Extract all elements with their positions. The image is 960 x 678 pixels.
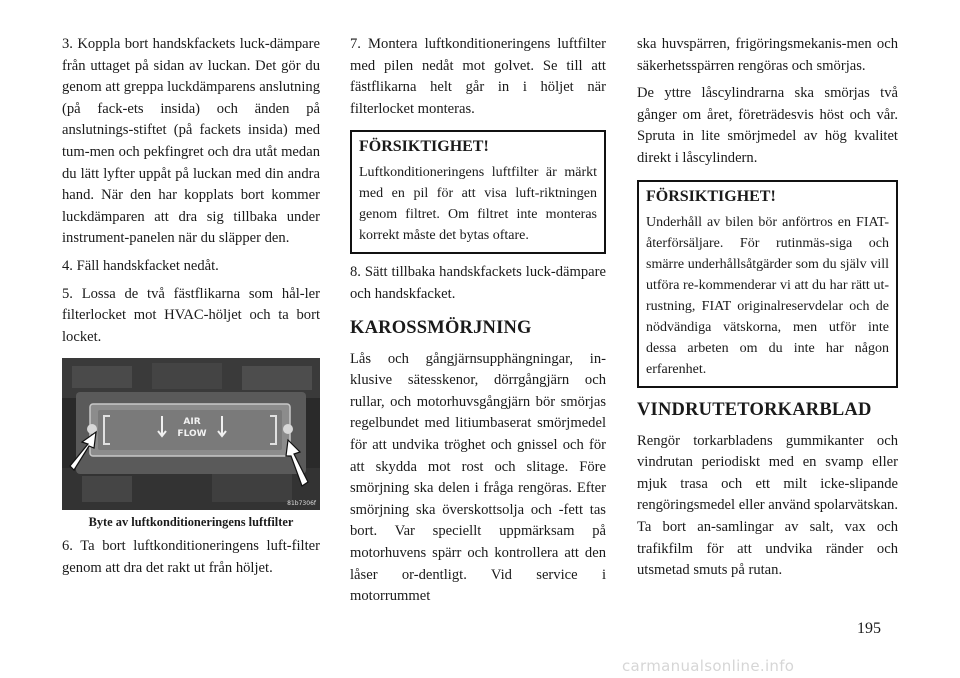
flow-label: FLOW [177,429,207,440]
caution-title: FÖRSIKTIGHET! [646,187,776,205]
column-3 [637,34,898,588]
continued-paragraph: ska huvspärren, frigöringsmekanis-men och säkerhetsspärren rengöras och smörjas. [637,36,898,74]
column-2 [350,34,606,614]
page-number: 195 [857,620,881,637]
figure-caption: Byte av luftkonditioneringens luftfilter [88,515,294,530]
lubrication-paragraph: Lås och gångjärnsupphängningar, in-klusive sätesskenor, dörrgångjärn och rullar, och motorhuvsgångjärn bör smörjas regelbundet med litiumbaserat smörjmedel för att undvika tröghet och gnissel och för att skydda mot rost och slitage. Före smörjning ska delen i fråga rengöras. Efter smörjning ska överskottsolja och -fett tas bort. Var speciellt uppmärksam på motorhuvens spärr och kontrollera att den låser or-dentligt. Vid service i motorrummet [350,350,606,605]
air-label: AIR [183,417,201,428]
step-7-paragraph: 7. Montera luftkonditioneringens luftfilter med pilen nedåt mot golvet. Se till att fästflikarna helt går in i höljet när filterlocket monteras. [350,36,606,117]
step-6-paragraph: 6. Ta bort luftkonditioneringens luft-filter genom att dra det rakt ut från höljet. [62,538,320,576]
caution-box-maintenance [637,180,898,388]
section-heading-wipers: VINDRUTETORKARBLAD [637,399,872,420]
lock-cylinder-paragraph: De yttre låscylindrarna ska smörjas två gånger om året, företrädesvis höst och vår. Spruta in lite smörjmedel av hög kvalitet direkt i låscylindern. [637,85,898,166]
step-3-paragraph: 3. Koppla bort handskfackets luck-dämpare från uttaget på sidan av luckan. Det gör du genom att greppa luckdämparens anslutning (på fack-ets insida) och änden på anslutnings-stiftet (på fackets insida) med tum-men och pekfingret och dra utåt medan du lätt lyfter uppåt på luckan med din andra hand. När den har kopplats bort kommer luckdämparen att dra sig tillbaka under instrument-panelen när du släpper den. [62,36,320,247]
step-5-paragraph: 5. Lossa de två fästflikarna som hål-ler filterlocket mot HVAC-höljet och ta bort locket. [62,285,320,345]
step-4-paragraph: 4. Fäll handskfacket nedåt. [62,257,219,274]
air-filter-illustration [62,358,320,510]
caution-box-filter [350,130,606,254]
watermark: carmanualsonline.info [622,657,795,675]
caution-text: Luftkonditioneringens luftfilter är märkt med en pil för att visa luft-riktningen genom filtret. Om filtret inte monteras korrekt måste det bytas oftare. [359,165,597,244]
wiper-paragraph: Rengör torkarbladens gummikanter och vindrutan periodiskt med en svamp eller mjuk trasa och ett milt icke-slipande rengöringsmedel eller använd spolarvätskan. Ta bort an-samlingar av salt, vax och trafikfilm för att undvika ränder och utsmetad smuts på rutan. [637,432,898,579]
caution-title: FÖRSIKTIGHET! [359,138,489,156]
step-8-paragraph: 8. Sätt tillbaka handskfackets luck-dämpare och handskfacket. [350,264,606,302]
column-1 [62,34,320,586]
figure-id: 81b7306f [287,500,316,508]
caution-text: Underhåll av bilen bör anförtros en FIAT-återförsäljare. För rutinmäs-siga och smärre underhållsåtgärder som du själv vill utföra re-kommenderar vi att du har rätt ut-rustning, FIAT originalreservdelar och de nödvändiga vätskorna, men utför inte dessa arbeten om du inte har någon erfarenhet. [646,214,889,377]
section-heading-lubrication: KAROSSMÖRJNING [350,317,532,338]
air-filter-figure [62,358,320,510]
